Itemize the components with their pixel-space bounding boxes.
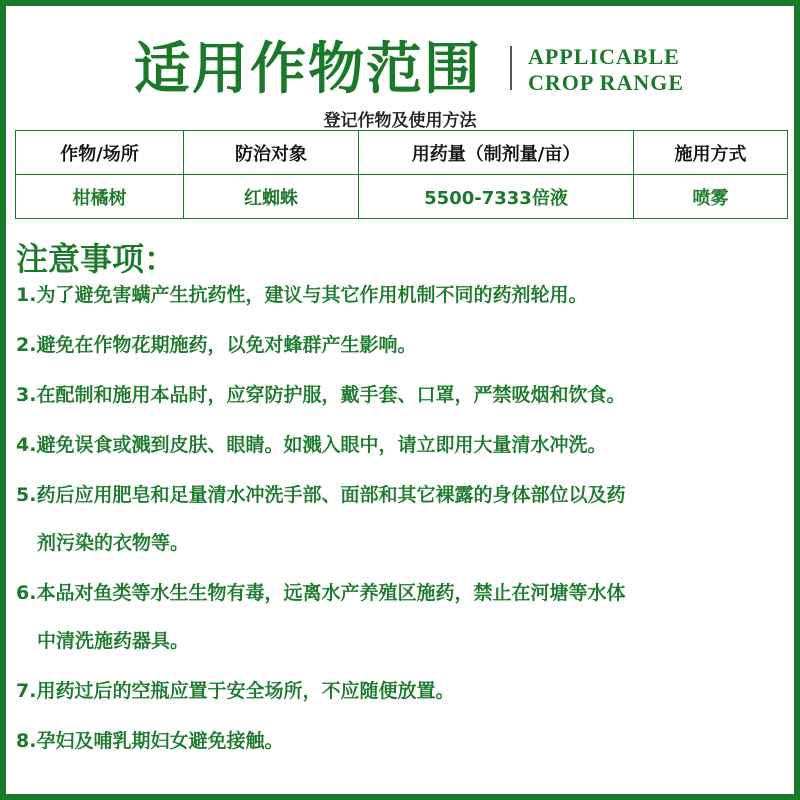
title-divider [510, 46, 512, 90]
note-text-continued: 中清洗施药器具。 [37, 630, 190, 652]
note-text-continued: 剂污染的衣物等。 [37, 532, 190, 554]
header [6, 34, 794, 104]
column-header-dosage: 用药量（制剂量/亩） [359, 131, 634, 175]
cell-dosage: 5500-7333倍液 [359, 175, 634, 219]
note-item-1 [16, 282, 788, 308]
cell-method: 喷雾 [634, 175, 788, 219]
english-title-line2: CROP RANGE [528, 70, 685, 95]
note-item-7 [16, 678, 788, 704]
note-text: 4.避免误食或溅到皮肤、眼睛。如溅入眼中，请立即用大量清水冲洗。 [16, 434, 607, 456]
column-header-target: 防治对象 [184, 131, 359, 175]
column-header-method: 施用方式 [634, 131, 788, 175]
page [6, 6, 794, 794]
note-item-8 [16, 728, 788, 754]
cell-crop: 柑橘树 [16, 175, 184, 219]
english-title [528, 44, 684, 96]
registration-table [15, 130, 788, 219]
table-caption: 登记作物及使用方法 [323, 111, 477, 131]
note-item-6 [16, 580, 788, 654]
note-text: 3.在配制和施用本品时，应穿防护服，戴手套、口罩，严禁吸烟和饮食。 [16, 384, 626, 406]
note-text: 8.孕妇及哺乳期妇女避免接触。 [16, 730, 284, 752]
note-item-5 [16, 482, 788, 556]
note-item-3 [16, 382, 788, 408]
table-header-row [16, 131, 788, 175]
note-item-4 [16, 432, 788, 458]
notes-heading: 注意事项： [16, 240, 177, 278]
note-text: 5.药后应用肥皂和足量清水冲洗手部、面部和其它裸露的身体部位以及药 [16, 484, 626, 506]
english-title-line1: APPLICABLE [528, 44, 680, 69]
notes-list [16, 282, 788, 778]
note-text: 1.为了避免害螨产生抗药性，建议与其它作用机制不同的药剂轮用。 [16, 284, 588, 306]
note-text: 6.本品对鱼类等水生生物有毒，远离水产养殖区施药，禁止在河塘等水体 [16, 582, 626, 604]
column-header-crop: 作物/场所 [16, 131, 184, 175]
note-text: 2.避免在作物花期施药，以免对蜂群产生影响。 [16, 334, 417, 356]
cell-target: 红蜘蛛 [184, 175, 359, 219]
page-title: 适用作物范围 [134, 36, 482, 102]
note-item-2 [16, 332, 788, 358]
note-text: 7.用药过后的空瓶应置于安全场所，不应随便放置。 [16, 680, 455, 702]
table-row [16, 175, 788, 219]
